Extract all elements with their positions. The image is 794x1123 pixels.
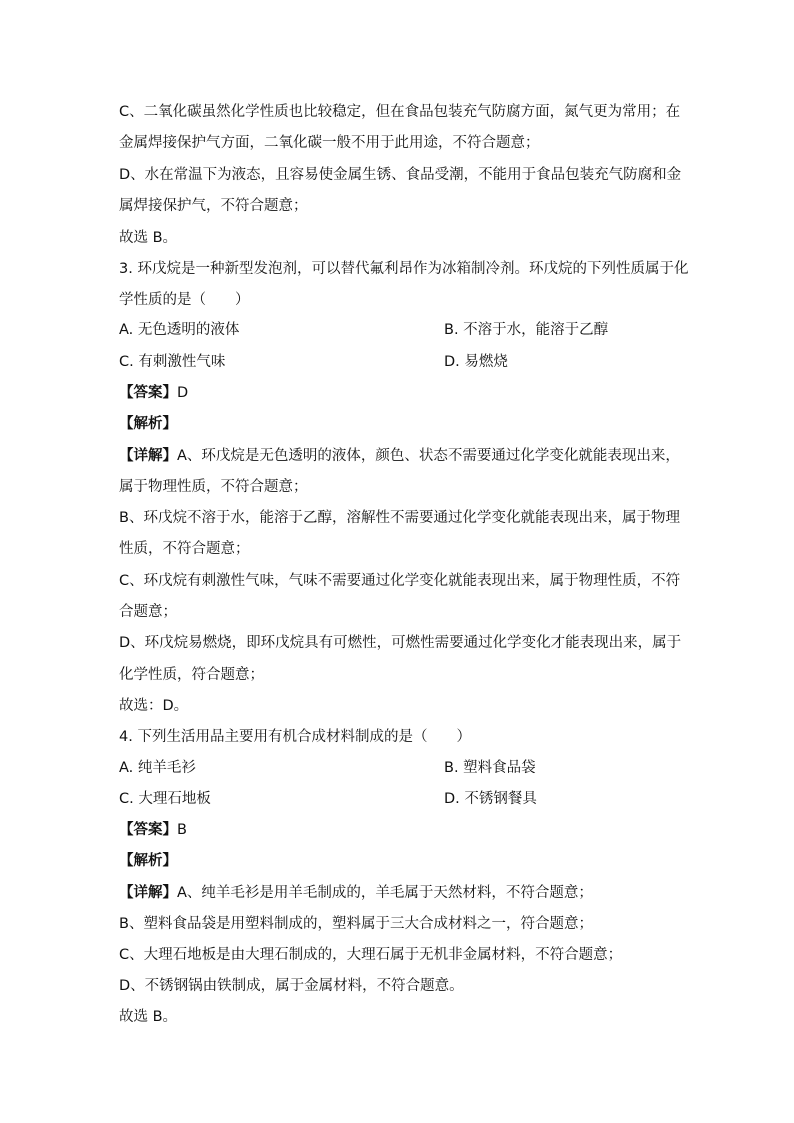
q3-detail-line: B、环戊烷不溶于水，能溶于乙醇，溶解性不需要通过化学变化就能表现出来，属于物理 (119, 510, 680, 526)
text-line: 故选 B。 (119, 230, 178, 246)
q4-detail-line: B、塑料食品袋是用塑料制成的，塑料属于三大合成材料之一，符合题意； (119, 916, 593, 932)
q3-option-d: D. 易燃烧 (444, 354, 508, 370)
q4-option-c: C. 大理石地板 (119, 791, 211, 807)
q3-answer (119, 383, 188, 403)
q3-detail-line: D、环戊烷易燃烧，即环戊烷具有可燃性，可燃性需要通过化学变化才能表现出来，属于 (119, 635, 682, 651)
answer-value: D (177, 385, 189, 401)
q3-detail-line: 属于物理性质，不符合题意； (119, 479, 308, 495)
detail-label: 【详解】 (119, 448, 177, 464)
q3-analysis-label: 【解析】 (119, 416, 177, 432)
question-4-stem: 4. 下列生活用品主要用有机合成材料制成的是（ ） (119, 729, 471, 745)
q4-analysis-label: 【解析】 (119, 853, 177, 869)
text-line: 金属焊接保护气方面，二氧化碳一般不用于此用途，不符合题意； (119, 135, 540, 151)
text-line: 属焊接保护气，不符合题意； (119, 198, 308, 214)
detail-text: A、纯羊毛衫是用羊毛制成的，羊毛属于天然材料，不符合题意； (177, 885, 593, 901)
q3-detail-line: C、环戊烷有刺激性气味，气味不需要通过化学变化就能表现出来，属于物理性质，不符 (119, 573, 681, 589)
q4-conclusion: 故选 B。 (119, 1009, 178, 1025)
q3-detail-line (119, 446, 680, 466)
detail-label: 【详解】 (119, 885, 177, 901)
q4-option-d: D. 不锈钢餐具 (444, 791, 537, 807)
q3-detail-line: 化学性质，符合题意； (119, 667, 264, 683)
q4-option-a: A. 纯羊毛衫 (119, 760, 196, 776)
q4-option-b: B. 塑料食品袋 (444, 760, 536, 776)
q3-conclusion: 故选：D。 (119, 698, 189, 714)
q4-detail-line (119, 883, 593, 903)
answer-label: 【答案】 (119, 822, 177, 838)
q4-answer (119, 820, 187, 840)
q4-detail-line: D、不锈钢锅由铁制成，属于金属材料，不符合题意。 (119, 978, 464, 994)
answer-value: B (177, 822, 187, 838)
q3-detail-line: 合题意； (119, 604, 177, 620)
q3-option-a: A. 无色透明的液体 (119, 322, 240, 338)
text-line: D、水在常温下为液态，且容易使金属生锈、食品受潮，不能用于食品包装充气防腐和金 (119, 167, 682, 183)
question-3-stem-cont: 学性质的是（ ） (119, 292, 250, 308)
q3-detail-line: 性质，不符合题意； (119, 541, 250, 557)
detail-text: A、环戊烷是无色透明的液体，颜色、状态不需要通过化学变化就能表现出来， (177, 448, 680, 464)
text-line: C、二氧化碳虽然化学性质也比较稳定，但在食品包装充气防腐方面，氮气更为常用；在 (119, 104, 681, 120)
answer-label: 【答案】 (119, 385, 177, 401)
q3-option-b: B. 不溶于水，能溶于乙醇 (444, 322, 609, 338)
question-3-stem: 3. 环戊烷是一种新型发泡剂，可以替代氟利昂作为冰箱制冷剂。环戊烷的下列性质属于化 (119, 261, 689, 277)
q3-option-c: C. 有刺激性气味 (119, 354, 226, 370)
q4-detail-line: C、大理石地板是由大理石制成的，大理石属于无机非金属材料，不符合题意； (119, 947, 623, 963)
